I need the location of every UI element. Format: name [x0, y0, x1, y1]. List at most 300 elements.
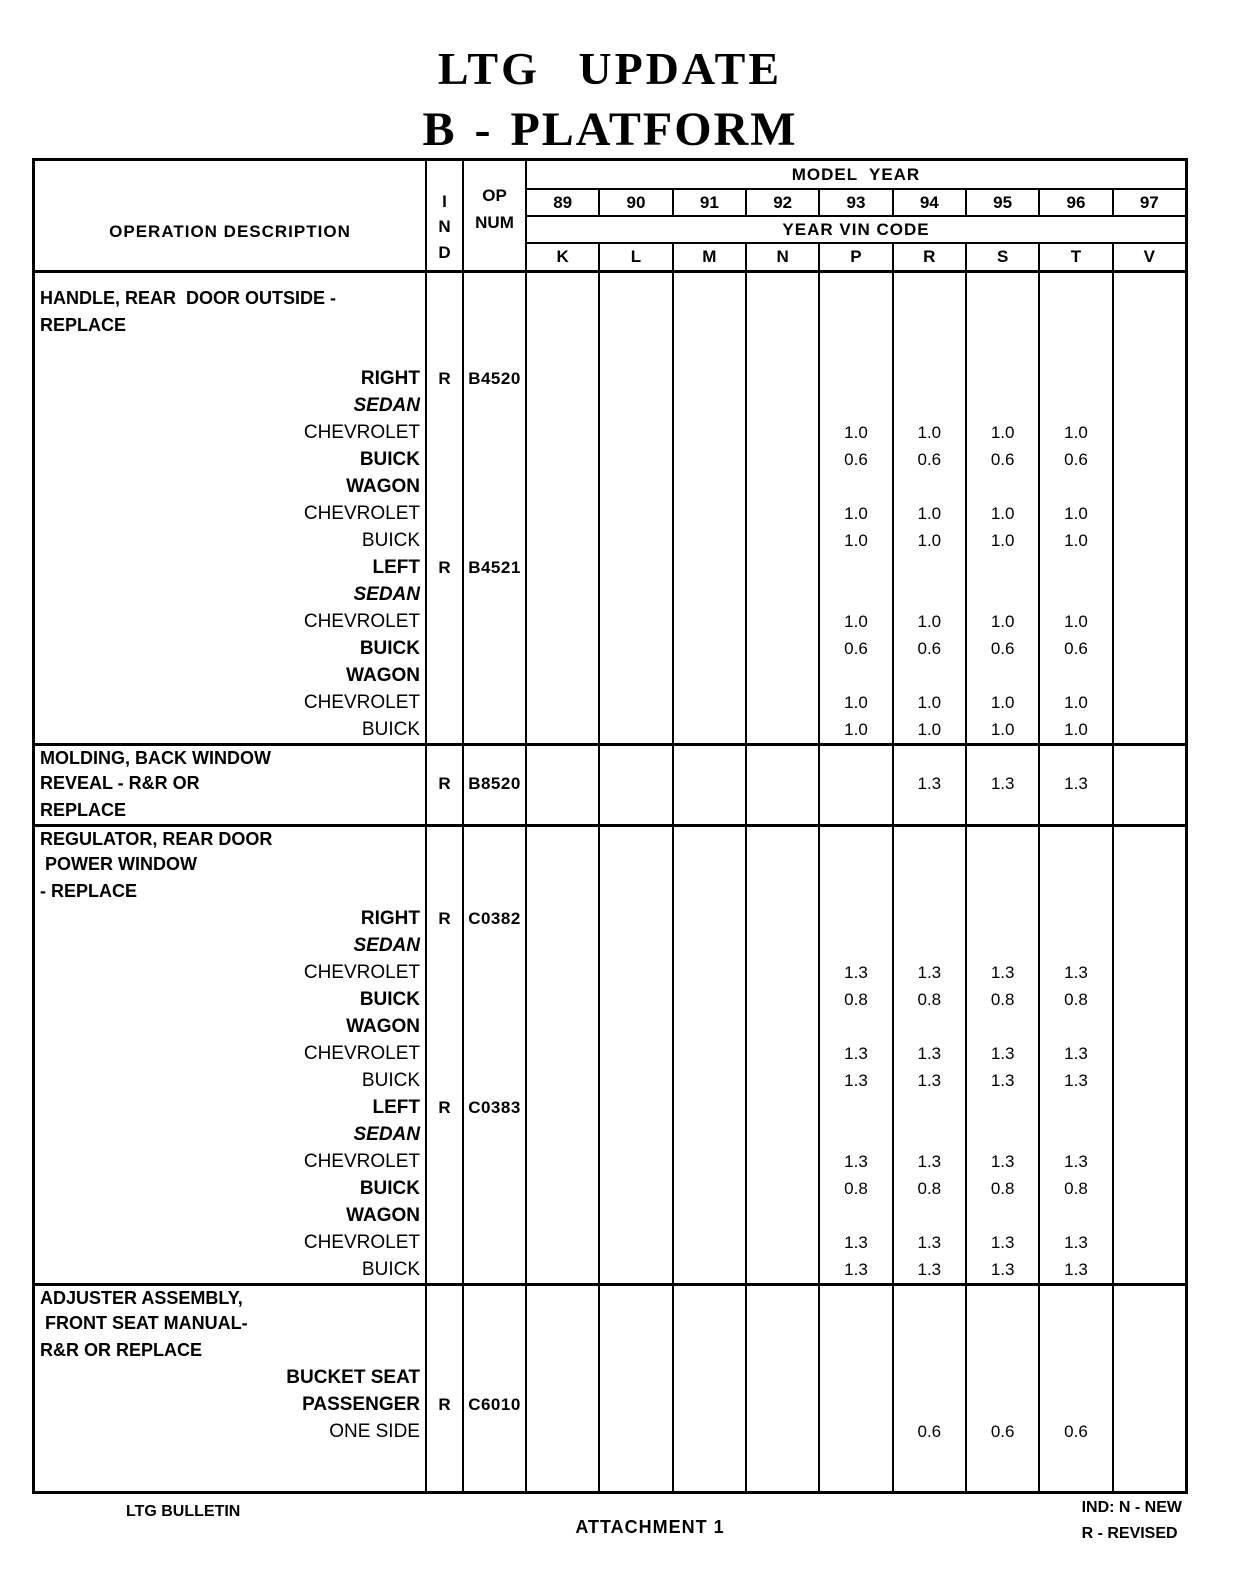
labor-time-cell: [525, 365, 598, 392]
section-title: ADJUSTER ASSEMBLY,: [40, 1287, 243, 1308]
labor-time-cell: [892, 473, 965, 500]
table-row: [35, 851, 1185, 878]
labor-time-cell: [672, 500, 745, 527]
ind-cell: [425, 273, 462, 285]
table-row: [35, 662, 1185, 689]
vin-code-header-N: N: [745, 244, 818, 270]
op-num-cell: [462, 1229, 525, 1256]
operation-label: WAGON: [346, 1015, 420, 1037]
table-row: [35, 554, 1185, 581]
labor-time-cell: [1112, 365, 1185, 392]
operation-label: LEFT: [372, 556, 420, 578]
ind-cell: [425, 1013, 462, 1040]
labor-time-cell: 0.6: [818, 446, 891, 473]
op-num-cell: [462, 1286, 525, 1310]
labor-time-cell: [892, 1121, 965, 1148]
labor-time-cell: 1.3: [1038, 1229, 1111, 1256]
ind-cell: [425, 1286, 462, 1310]
labor-time-cell: [818, 851, 891, 878]
labor-time-cell: [525, 662, 598, 689]
ind-cell: [425, 1364, 462, 1391]
labor-time-cell: [892, 905, 965, 932]
labor-time-cell: 1.0: [965, 689, 1038, 716]
labor-time-cell: [672, 527, 745, 554]
ind-cell: [425, 419, 462, 446]
labor-time-cell: [672, 662, 745, 689]
labor-time-cell: [1112, 608, 1185, 635]
table-row: [35, 932, 1185, 959]
labor-time-cell: [892, 1391, 965, 1418]
op-num-cell: [462, 797, 525, 824]
labor-time-cell: [745, 339, 818, 365]
section-title: R&R OR REPLACE: [40, 1340, 203, 1360]
ind-cell: [425, 959, 462, 986]
ind-cell: [425, 500, 462, 527]
operation-label: WAGON: [346, 664, 420, 686]
op-num-cell: [462, 689, 525, 716]
labor-time-cell: [1112, 419, 1185, 446]
labor-time-cell: [672, 986, 745, 1013]
labor-time-cell: [1038, 827, 1111, 851]
labor-time-cell: [598, 827, 671, 851]
labor-time-cell: [745, 878, 818, 905]
labor-time-cell: [672, 1121, 745, 1148]
year-header-95: 95: [965, 190, 1038, 215]
labor-time-cell: 1.0: [965, 608, 1038, 635]
labor-time-cell: [892, 285, 965, 312]
labor-time-cell: 0.6: [1038, 1418, 1111, 1445]
operation-label: CHEVROLET: [303, 502, 420, 524]
vin-code-header-M: M: [672, 244, 745, 270]
labor-time-cell: [598, 878, 671, 905]
labor-time-cell: [1038, 1286, 1111, 1310]
labor-time-cell: [1112, 986, 1185, 1013]
labor-time-cell: [598, 797, 671, 824]
operation-label: WAGON: [346, 475, 420, 497]
op-num-cell: [462, 1202, 525, 1229]
table-row: [35, 824, 1185, 851]
labor-time-cell: [745, 959, 818, 986]
operation-label: CHEVROLET: [303, 421, 420, 443]
table-row: [35, 339, 1185, 365]
ind-letter: N: [438, 217, 451, 236]
labor-time-cell: [672, 365, 745, 392]
labor-time-cell: [818, 1094, 891, 1121]
labor-time-cell: [1038, 1391, 1111, 1418]
labor-time-cell: [672, 1286, 745, 1310]
labor-time-cell: [818, 1445, 891, 1491]
labor-time-cell: [745, 662, 818, 689]
labor-time-cell: 1.0: [892, 608, 965, 635]
ind-cell: [425, 932, 462, 959]
labor-time-cell: [598, 851, 671, 878]
op-num-cell: [462, 1445, 525, 1491]
labor-time-cell: [525, 1391, 598, 1418]
labor-time-cell: [525, 746, 598, 770]
labor-time-cell: [1038, 581, 1111, 608]
labor-time-cell: [818, 746, 891, 770]
labor-time-cell: 1.0: [1038, 689, 1111, 716]
labor-time-cell: [672, 608, 745, 635]
labor-time-cell: [1038, 1337, 1111, 1364]
labor-time-cell: [1112, 1337, 1185, 1364]
table-row: [35, 1040, 1185, 1067]
labor-time-cell: 1.0: [1038, 527, 1111, 554]
labor-time-cell: 0.6: [965, 1418, 1038, 1445]
labor-time-cell: 1.0: [965, 419, 1038, 446]
labor-time-cell: [525, 273, 598, 285]
labor-time-cell: [672, 689, 745, 716]
labor-time-cell: 1.0: [818, 527, 891, 554]
table-row: [35, 312, 1185, 339]
year-header-96: 96: [1038, 190, 1111, 215]
op-num-cell: [462, 446, 525, 473]
operation-label: CHEVROLET: [303, 1042, 420, 1064]
labor-time-cell: [818, 827, 891, 851]
labor-time-cell: 1.3: [965, 770, 1038, 797]
labor-time-cell: [745, 285, 818, 312]
labor-time-cell: [525, 1175, 598, 1202]
labor-time-cell: [1038, 1364, 1111, 1391]
operation-label: BUICK: [359, 988, 420, 1010]
labor-time-cell: [672, 1337, 745, 1364]
ind-cell: [425, 285, 462, 312]
op-num-cell: [462, 746, 525, 770]
table-row: [35, 1067, 1185, 1094]
op-num-cell: [462, 932, 525, 959]
labor-time-cell: 1.0: [892, 419, 965, 446]
op-num-cell: [462, 1418, 525, 1445]
labor-time-cell: [965, 339, 1038, 365]
op-num-cell: [462, 419, 525, 446]
labor-time-cell: [1112, 770, 1185, 797]
table-row: [35, 1364, 1185, 1391]
labor-time-cell: [1112, 1391, 1185, 1418]
labor-time-cell: [598, 1310, 671, 1337]
labor-time-cell: [672, 1229, 745, 1256]
labor-time-cell: [818, 1337, 891, 1364]
table-row: [35, 986, 1185, 1013]
labor-time-cell: 1.0: [892, 716, 965, 743]
labor-time-cell: [818, 905, 891, 932]
labor-time-cell: [745, 1310, 818, 1337]
labor-time-cell: [892, 932, 965, 959]
section-title: HANDLE, REAR DOOR OUTSIDE -: [40, 288, 337, 308]
op-num-cell: [462, 1013, 525, 1040]
table-row: [35, 905, 1185, 932]
labor-time-cell: [598, 1175, 671, 1202]
labor-time-cell: [672, 339, 745, 365]
labor-time-cell: [745, 1286, 818, 1310]
labor-time-cell: [598, 932, 671, 959]
labor-time-cell: [598, 1445, 671, 1491]
page-title: LTG UPDATE: [437, 43, 783, 94]
labor-time-cell: [745, 827, 818, 851]
labor-time-cell: 1.3: [892, 959, 965, 986]
operation-label: WAGON: [346, 1204, 420, 1226]
labor-time-cell: [745, 554, 818, 581]
vin-code-header-K: K: [556, 246, 569, 266]
labor-time-cell: [892, 312, 965, 339]
labor-time-cell: [745, 608, 818, 635]
labor-time-cell: [892, 392, 965, 419]
labor-time-cell: [525, 1094, 598, 1121]
labor-time-cell: [745, 689, 818, 716]
labor-time-cell: 0.8: [965, 1175, 1038, 1202]
labor-time-cell: [1112, 878, 1185, 905]
labor-time-cell: [525, 608, 598, 635]
labor-time-cell: 1.3: [818, 1067, 891, 1094]
labor-time-cell: [1038, 1094, 1111, 1121]
labor-time-cell: [598, 716, 671, 743]
ind-cell: [425, 1229, 462, 1256]
labor-time-cell: [745, 1418, 818, 1445]
labor-time-cell: [598, 689, 671, 716]
labor-time-cell: [1112, 446, 1185, 473]
op-num-cell: C0383: [462, 1094, 525, 1121]
labor-time-cell: [598, 473, 671, 500]
labor-time-cell: [598, 1391, 671, 1418]
ind-cell: [425, 1445, 462, 1491]
labor-time-cell: [818, 1310, 891, 1337]
year-header-block: [525, 161, 1185, 270]
op-num-cell: [462, 285, 525, 312]
labor-time-cell: [525, 689, 598, 716]
op-num-cell: [462, 1364, 525, 1391]
table-row: [35, 527, 1185, 554]
table-row: [35, 1229, 1185, 1256]
operation-label: [35, 1445, 425, 1491]
labor-time-cell: [1112, 1040, 1185, 1067]
operation-label: BUICK: [359, 637, 420, 659]
labor-time-cell: [525, 797, 598, 824]
labor-time-cell: [965, 1310, 1038, 1337]
labor-time-cell: [965, 285, 1038, 312]
legend-revised: R - REVISED: [1081, 1525, 1178, 1542]
labor-time-cell: [525, 1040, 598, 1067]
labor-time-cell: [892, 273, 965, 285]
labor-time-cell: [525, 392, 598, 419]
table-row: [35, 285, 1185, 312]
labor-time-cell: 0.6: [892, 446, 965, 473]
labor-time-cell: [965, 851, 1038, 878]
labor-time-cell: [525, 473, 598, 500]
labor-time-cell: 1.3: [1038, 770, 1111, 797]
operation-label: PASSENGER: [302, 1393, 420, 1415]
op-num-cell: [462, 851, 525, 878]
footer-attachment-label: ATTACHMENT 1: [575, 1517, 725, 1537]
labor-time-cell: [965, 554, 1038, 581]
labor-time-cell: 1.3: [892, 1229, 965, 1256]
labor-time-cell: [892, 878, 965, 905]
operation-label: ONE SIDE: [329, 1420, 420, 1442]
year-vin-code-header: YEAR VIN CODE: [527, 217, 1185, 243]
labor-time-cell: [818, 392, 891, 419]
operation-label: [35, 339, 425, 365]
labor-time-cell: [1112, 1418, 1185, 1445]
labor-time-cell: [745, 392, 818, 419]
labor-time-cell: [598, 1418, 671, 1445]
labor-time-cell: [598, 959, 671, 986]
labor-time-cell: [745, 1202, 818, 1229]
labor-time-cell: [598, 905, 671, 932]
vin-code-header-P: P: [818, 244, 891, 270]
ind-cell: [425, 339, 462, 365]
labor-time-cell: [1038, 662, 1111, 689]
year-header-89: 89: [553, 192, 573, 212]
labor-time-cell: [598, 554, 671, 581]
labor-time-cell: [598, 312, 671, 339]
op-num-cell: [462, 312, 525, 339]
labor-time-cell: [598, 986, 671, 1013]
labor-time-cell: 1.0: [1038, 419, 1111, 446]
labor-time-cell: [525, 285, 598, 312]
labor-time-cell: [745, 1364, 818, 1391]
labor-time-cell: [892, 1310, 965, 1337]
op-num-cell: [462, 1175, 525, 1202]
vin-code-header-V: V: [1112, 244, 1185, 270]
labor-time-cell: [745, 1445, 818, 1491]
labor-time-cell: 1.0: [818, 689, 891, 716]
table-row: [35, 365, 1185, 392]
labor-time-cell: [672, 1445, 745, 1491]
ind-cell: [425, 689, 462, 716]
op-num-cell: [462, 1337, 525, 1364]
labor-time-cell: [745, 905, 818, 932]
labor-time-cell: [1038, 285, 1111, 312]
labor-time-cell: [598, 1337, 671, 1364]
labor-time-cell: [965, 905, 1038, 932]
labor-time-cell: [965, 365, 1038, 392]
ind-cell: [425, 392, 462, 419]
labor-time-cell: 1.0: [892, 689, 965, 716]
labor-time-cell: [965, 1445, 1038, 1491]
ind-cell: [425, 312, 462, 339]
op-num-cell: [462, 527, 525, 554]
labor-time-cell: [892, 1337, 965, 1364]
labor-time-cell: 1.3: [965, 959, 1038, 986]
ind-column-header: [425, 161, 462, 270]
labor-time-cell: [745, 312, 818, 339]
labor-time-cell: [1112, 554, 1185, 581]
labor-time-cell: [525, 1202, 598, 1229]
labor-time-cell: [1038, 932, 1111, 959]
table-row: [35, 635, 1185, 662]
ind-cell: [425, 827, 462, 851]
table-row: [35, 581, 1185, 608]
labor-time-cell: [525, 932, 598, 959]
table-row: [35, 1418, 1185, 1445]
ind-cell: [425, 662, 462, 689]
labor-time-cell: [745, 932, 818, 959]
section-title: - REPLACE: [40, 881, 138, 901]
labor-time-cell: 1.3: [818, 1229, 891, 1256]
ind-cell: [425, 473, 462, 500]
labor-time-cell: [1112, 1229, 1185, 1256]
labor-time-cell: [745, 1067, 818, 1094]
labor-time-cell: [1112, 905, 1185, 932]
ind-cell: [425, 797, 462, 824]
labor-time-cell: [598, 1286, 671, 1310]
labor-time-cell: 0.8: [1038, 1175, 1111, 1202]
operation-label: RIGHT: [360, 907, 420, 929]
ind-cell: R: [425, 770, 462, 797]
labor-time-cell: [525, 500, 598, 527]
labor-time-cell: [672, 554, 745, 581]
ind-cell: [425, 1202, 462, 1229]
labor-time-cell: [745, 1040, 818, 1067]
operation-label: [35, 273, 425, 285]
op-num-cell: [462, 339, 525, 365]
labor-time-cell: [1112, 1175, 1185, 1202]
section-title: REGULATOR, REAR DOOR: [40, 828, 273, 849]
labor-time-cell: [892, 1013, 965, 1040]
labor-time-cell: [745, 1391, 818, 1418]
labor-time-cell: [598, 527, 671, 554]
labor-time-cell: [672, 1418, 745, 1445]
labor-time-cell: [1112, 1202, 1185, 1229]
labor-time-cell: [818, 365, 891, 392]
labor-time-cell: [892, 581, 965, 608]
op-num-cell: [462, 1040, 525, 1067]
op-num-cell: [462, 1067, 525, 1094]
table-row: [35, 770, 1185, 797]
labor-time-cell: 1.3: [818, 959, 891, 986]
labor-time-cell: [1112, 1148, 1185, 1175]
labor-time-cell: [672, 797, 745, 824]
labor-time-cell: [525, 527, 598, 554]
labor-time-cell: 1.0: [892, 527, 965, 554]
year-header-97: 97: [1112, 190, 1185, 215]
op-num-cell: [462, 878, 525, 905]
table-row: [35, 1256, 1185, 1283]
labor-time-cell: [745, 716, 818, 743]
labor-time-cell: [1112, 1094, 1185, 1121]
labor-time-cell: [672, 1364, 745, 1391]
labor-time-cell: 1.3: [892, 1256, 965, 1283]
labor-time-cell: [1038, 905, 1111, 932]
labor-time-cell: 1.3: [965, 1040, 1038, 1067]
labor-time-cell: [818, 473, 891, 500]
year-header-93: 93: [818, 190, 891, 215]
labor-time-cell: [672, 285, 745, 312]
labor-time-cell: [965, 878, 1038, 905]
op-num-cell: [462, 959, 525, 986]
labor-time-cell: [965, 473, 1038, 500]
section-title: REPLACE: [40, 315, 127, 335]
labor-time-cell: [1038, 554, 1111, 581]
vin-code-header-L: L: [598, 244, 671, 270]
labor-time-cell: [965, 312, 1038, 339]
labor-time-table: [32, 158, 1188, 1494]
year-header-90: 90: [598, 190, 671, 215]
table-row: [35, 1445, 1185, 1491]
labor-time-cell: [672, 473, 745, 500]
labor-time-cell: [525, 312, 598, 339]
labor-time-cell: 1.0: [1038, 716, 1111, 743]
labor-time-cell: [672, 419, 745, 446]
labor-time-cell: 0.6: [965, 635, 1038, 662]
labor-time-cell: [672, 446, 745, 473]
labor-time-cell: [892, 746, 965, 770]
labor-time-cell: [598, 273, 671, 285]
operation-label: BUICK: [361, 718, 420, 740]
labor-time-cell: 0.6: [818, 635, 891, 662]
labor-time-cell: [745, 419, 818, 446]
labor-time-cell: [1038, 851, 1111, 878]
labor-time-cell: [598, 392, 671, 419]
labor-time-cell: [598, 1364, 671, 1391]
